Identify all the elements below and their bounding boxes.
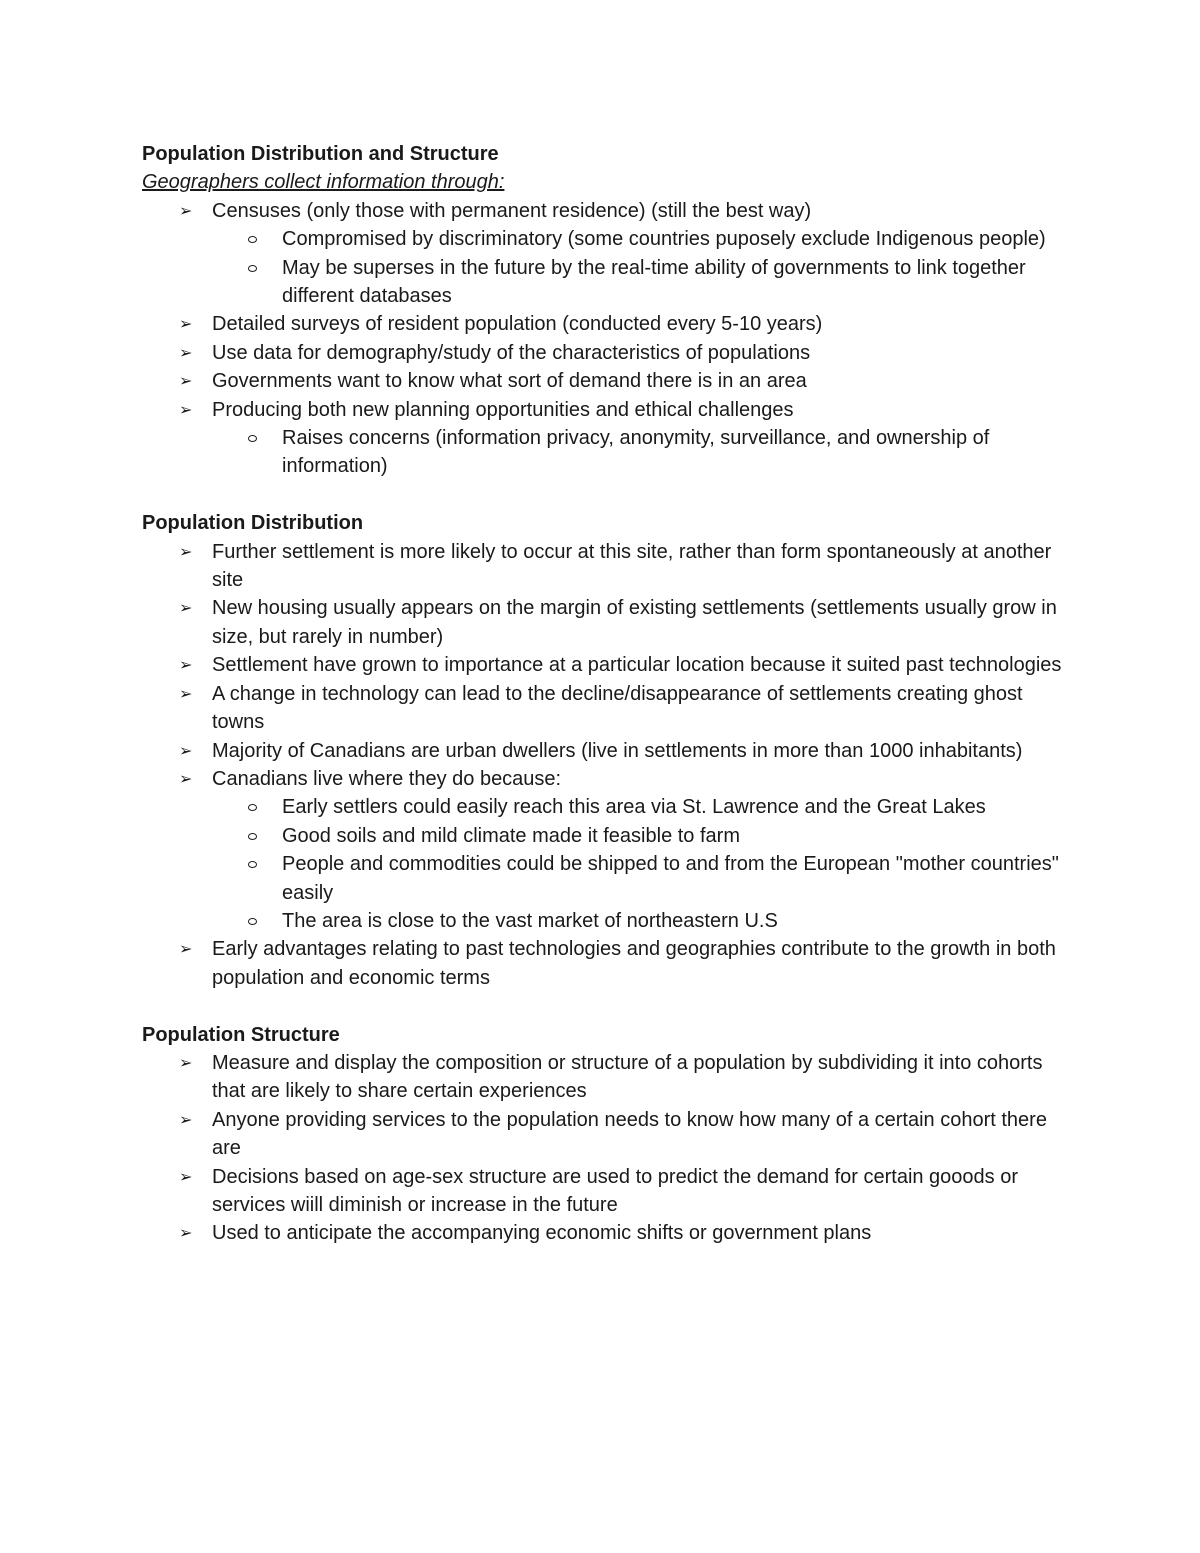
list-item: [142, 765, 1072, 935]
list-item: [142, 339, 1072, 367]
list-item-text: Use data for demography/study of the characteristics of populations: [212, 341, 811, 364]
sub-list-item: [212, 793, 1072, 821]
sub-list-item-text: The area is close to the vast market of northeastern U.S: [282, 909, 778, 932]
hollow-circle-bullet-icon: [248, 833, 257, 840]
list-item-text: Used to anticipate the accompanying economic shifts or government plans: [212, 1222, 872, 1245]
list-item: [142, 935, 1072, 992]
sub-list-item-text: Raises concerns (information privacy, anonymity, surveillance, and ownership of information): [282, 427, 990, 478]
list-item: [142, 737, 1072, 765]
arrowhead-bullet-icon: ➢: [179, 740, 193, 760]
hollow-circle-bullet-icon: [248, 861, 257, 868]
hollow-circle-bullet-icon: [248, 435, 257, 442]
list-item-text: New housing usually appears on the margin of existing settlements (settlements usually grow in size, but rarely in number): [212, 597, 1057, 648]
sub-bullet-list: [212, 424, 1072, 481]
list-item-text: Governments want to know what sort of demand there is in an area: [212, 370, 807, 393]
list-item: [142, 1219, 1072, 1247]
sub-list-item: [212, 424, 1072, 481]
arrowhead-bullet-icon: ➢: [179, 683, 193, 703]
list-item-text: Censuses (only those with permanent residence) (still the best way): [212, 199, 812, 222]
list-item-text: A change in technology can lead to the decline/disappearance of settlements creating ghost towns: [212, 682, 1023, 734]
arrowhead-bullet-icon: ➢: [179, 200, 193, 220]
sub-list-item-text: Good soils and mild climate made it feasible to farm: [282, 824, 740, 847]
sub-list-item: [212, 850, 1072, 907]
arrowhead-bullet-icon: ➢: [179, 1223, 193, 1243]
arrowhead-bullet-icon: ➢: [179, 598, 193, 618]
section-population-distribution: [142, 509, 1072, 992]
bullet-list: [142, 538, 1072, 993]
list-item-text: Decisions based on age-sex structure are used to predict the demand for certain gooods or services wiill diminish or increase in the future: [212, 1165, 1019, 1216]
list-item-text: Settlement have grown to importance at a particular location because it suited past technologies: [212, 654, 1062, 677]
list-item-text: Further settlement is more likely to occur at this site, rather than form spontaneously at another site: [212, 540, 1052, 592]
list-item-text: Majority of Canadians are urban dwellers (live in settlements in more than 1000 inhabitants): [212, 739, 1023, 762]
list-item-text: Detailed surveys of resident population (conducted every 5-10 years): [212, 313, 823, 336]
sub-list-item: [212, 225, 1072, 253]
arrowhead-bullet-icon: ➢: [179, 399, 193, 419]
list-item: [142, 197, 1072, 311]
list-item: [142, 651, 1072, 679]
section-heading: Population Structure: [142, 1023, 340, 1046]
list-item: [142, 396, 1072, 481]
sub-list-item: [212, 254, 1072, 311]
section-subheading: Geographers collect information through:: [142, 171, 505, 194]
section-population-structure: [142, 1021, 1072, 1248]
list-item: [142, 310, 1072, 338]
arrowhead-bullet-icon: ➢: [179, 655, 193, 675]
arrowhead-bullet-icon: ➢: [179, 342, 193, 362]
list-item-text: Anyone providing services to the population needs to know how many of a certain cohort there are: [212, 1108, 1047, 1160]
hollow-circle-bullet-icon: [248, 918, 257, 925]
section-heading: Population Distribution and Structure: [142, 143, 499, 165]
list-item-text: Measure and display the composition or structure of a population by subdividing it into cohorts that are likely to share certain experiences: [212, 1051, 1043, 1103]
hollow-circle-bullet-icon: [248, 265, 257, 272]
list-item-text: Canadians live where they do because:: [212, 767, 562, 790]
bullet-list: [142, 197, 1072, 481]
arrowhead-bullet-icon: ➢: [179, 1109, 193, 1129]
bullet-list: [142, 1049, 1072, 1248]
arrowhead-bullet-icon: ➢: [179, 1166, 193, 1186]
arrowhead-bullet-icon: ➢: [179, 939, 193, 959]
sub-list-item-text: May be superses in the future by the real-time ability of governments to link together different databases: [282, 256, 1026, 308]
sub-list-item-text: Early settlers could easily reach this area via St. Lawrence and the Great Lakes: [282, 796, 986, 819]
list-item: [142, 1049, 1072, 1106]
list-item: [142, 594, 1072, 651]
list-item-text: Producing both new planning opportunities and ethical challenges: [212, 398, 794, 421]
arrowhead-bullet-icon: ➢: [179, 541, 193, 561]
list-item: [142, 680, 1072, 737]
sub-list-item: [212, 907, 1072, 935]
sub-list-item: [212, 822, 1072, 850]
hollow-circle-bullet-icon: [248, 236, 257, 243]
sub-list-item-text: People and commodities could be shipped to and from the European "mother countries" easily: [282, 853, 1059, 904]
document-page: [142, 140, 1072, 1248]
list-item: [142, 1163, 1072, 1220]
section-heading: Population Distribution: [142, 512, 364, 535]
arrowhead-bullet-icon: ➢: [179, 768, 193, 788]
sub-bullet-list: [212, 793, 1072, 935]
arrowhead-bullet-icon: ➢: [179, 1052, 193, 1072]
arrowhead-bullet-icon: ➢: [179, 314, 193, 334]
hollow-circle-bullet-icon: [248, 804, 257, 811]
sub-list-item-text: Compromised by discriminatory (some countries puposely exclude Indigenous people): [282, 228, 1046, 251]
list-item-text: Early advantages relating to past technologies and geographies contribute to the growth in both population and economic terms: [212, 938, 1056, 989]
list-item: [142, 367, 1072, 395]
section-distribution-and-structure: [142, 140, 1072, 481]
arrowhead-bullet-icon: ➢: [179, 371, 193, 391]
list-item: [142, 1106, 1072, 1163]
list-item: [142, 538, 1072, 595]
sub-bullet-list: [212, 225, 1072, 310]
